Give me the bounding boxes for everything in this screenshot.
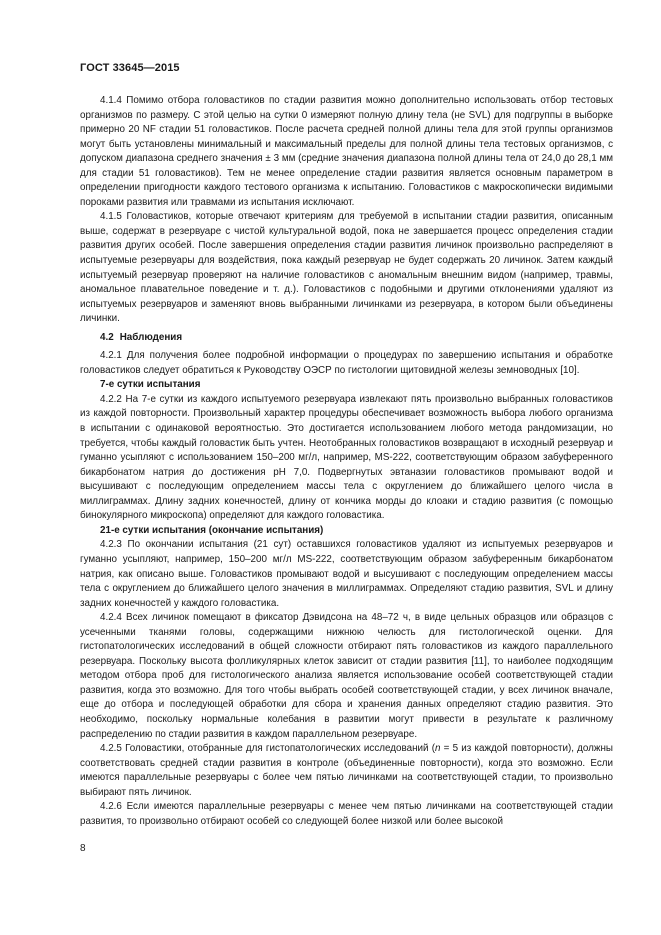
paragraph-4-1-4: 4.1.4 Помимо отбора головастиков по стадии развития можно дополнительно использовать отбор тестовых организмов по размеру. С этой целью на сутки 0 измеряют полную длину тела (не SVL) для подгруппы в выборке примерно 20 NF стадии 51 головастиков. После расчета средней полной длины тела для этой группы организмов могут быть установлены минимальный и максимальный пределы для полной длины тела тестовых организмов, с допуском диапазона среднего значения ± 3 мм (средние значения диапазона полной длины тела от 24,0 до 28,1 мм для стадии 51 головастиков). Тем не менее определение стадии развития является основным параметром в определении пригодности каждого тестового организма к испытанию. Головастиков с макроскопически видимыми пороками развития или травмами из испытания исключают. xyxy=(80,95,613,208)
paragraph-4-2-3: 4.2.3 По окончании испытания (21 сут) оставшихся головастиков удаляют из испытуемых резервуаров и гуманно усыпляют, например, 150–200 мг/л MS-222, соответствующим образом забуференным бикарбонатом натрия, как описано выше. Головастиков промывают водой и высушивают с последующим определением массы тела с округлением до ближайшего целого значения в миллиграммах. Определяют стадию развития, SVL и длину задних конечностей у каждого головастика. xyxy=(80,539,613,609)
document-header: ГОСТ 33645—2015 xyxy=(80,62,180,74)
section-heading-4-2 xyxy=(80,331,613,346)
subheading-day-7: 7-е сутки испытания xyxy=(100,379,201,391)
section-number: 4.2 xyxy=(100,331,114,343)
document-body xyxy=(80,94,613,829)
subheading-day-21: 21-е сутки испытания (окончание испытания) xyxy=(100,524,324,536)
section-title: Наблюдения xyxy=(119,331,183,343)
page-number: 8 xyxy=(80,843,86,854)
paragraph-4-2-5 xyxy=(80,742,613,800)
paragraph-4-2-5-part-b: = 5 из каждой повторности), должны соответствовать средней стадии развития в контроле (объединенные повторности), когда это возможно. Если имеются параллельные резервуары с более чем пятью личинками на соответствующей стадии, то произвольно выбирают пять личинок. xyxy=(80,743,613,798)
paragraph-4-2-4: 4.2.4 Всех личинок помещают в фиксатор Дэвидсона на 48–72 ч, в виде цельных образцов или образцов с усеченными тканями головы, содержащими нижнюю челюсть для гистологической оценки. Для гистопатологических исследований в общей сложности отбирают пять головастиков из каждого параллельного резервуара. Поскольку высота фолликулярных клеток зависит от стадии развития [11], то наиболее подходящим методом отбора проб для гистологического анализа является использование особей соответствующей стадии развития, когда это возможно. Для того чтобы выбрать особей соответствующей стадии, у всех личинок вначале, еще до отбора и последующей обработки для сбора и хранения данных определяют стадию развития. Это необходимо, поскольку нормальные колебания в развитии могут привести в результате к различному распределению по стадии развития в каждом параллельном резервуаре. xyxy=(80,612,613,740)
paragraph-4-2-2: 4.2.2 На 7-е сутки из каждого испытуемого резервуара извлекают пять произвольно выбранных головастиков из каждой повторности. Произвольный характер процедуры обеспечивает возможность выбора любого организма в испытании с одинаковой вероятностью. Это достигается использованием любого метода рандомизации, но требуется, чтобы каждый головастик быть учтен. Неотобранных головастиков возвращают в исходный резервуар и гуманно усыпляют с использованием 150–200 мг/л, например, MS-222, соответствующим образом забуференного бикарбонатом натрия до достижения pH 7,0. Подвергнутых эвтаназии головастиков промывают водой и высушивают с последующим определением массы тела с округлением до ближайшего целого числа в миллиграммах. Длину задних конечностей, длину от кончика морды до клоаки и стадию развития (с помощью бинокулярного микроскопа) определяют для каждого головастика. xyxy=(80,393,613,522)
variable-n: n xyxy=(434,743,441,755)
paragraph-4-2-5-part-a: 4.2.5 Головастики, отобранные для гистопатологических исследований ( xyxy=(100,743,435,755)
paragraph-4-1-5: 4.1.5 Головастиков, которые отвечают критериям для требуемой в испытании стадии развития, описанным выше, содержат в резервуаре с чистой культуральной водой, пока не завершается процесс определения стадии развития других особей. После завершения определения стадии развития личинок произвольно распределяют в испытуемые резервуары для воздействия, пока каждый резервуар не будет содержать 20 личинок. Затем каждый испытуемый резервуар проверяют на наличие головастиков с аномальным внешним видом (например, травмы, аномальное плавательное поведение и т. д.). Головастиков с подобными и другими отклонениями удаляют из испытуемых резервуаров и заменяют вновь выбранными личинками из резервуара, в котором были объединены личинки. xyxy=(80,211,613,325)
paragraph-4-2-6: 4.2.6 Если имеются параллельные резервуары с менее чем пятью личинками на соответствующей стадии развития, то произвольно отбирают особей со следующей более низкой или более высокой xyxy=(80,801,613,827)
paragraph-4-2-1: 4.2.1 Для получения более подробной информации о процедурах по завершению испытания и обработке головастиков следует обратиться к Руководству ОЭСР по гистологии щитовидной железы земноводных [10]. xyxy=(80,350,613,376)
